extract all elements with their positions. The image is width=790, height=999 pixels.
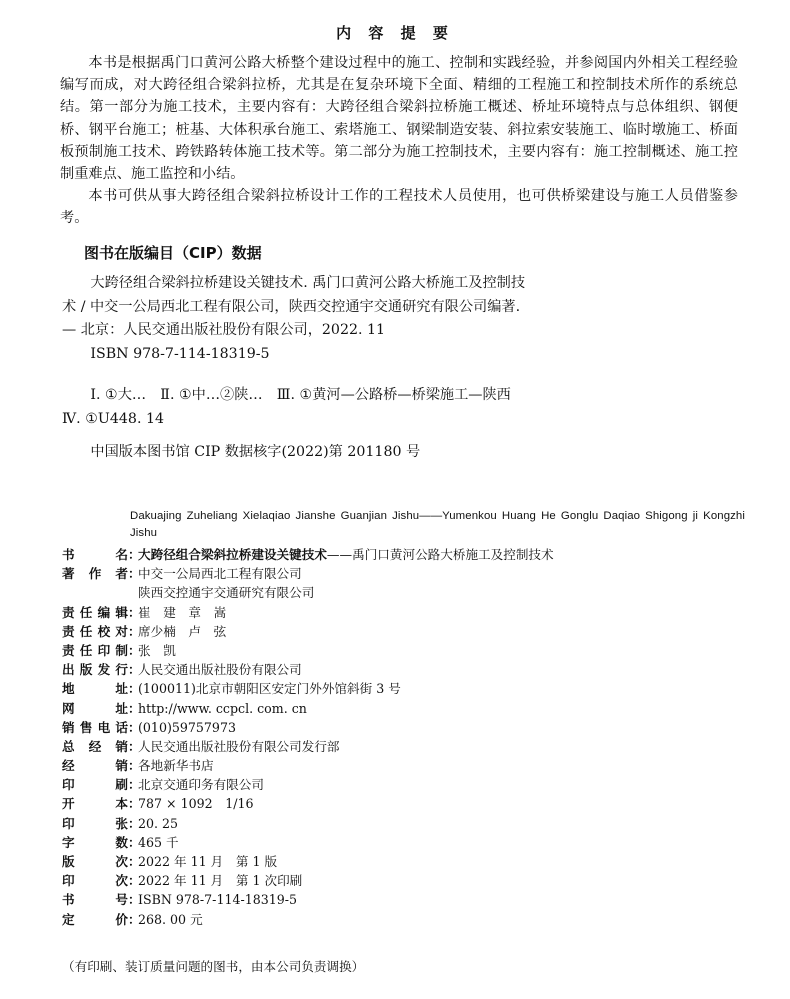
meta-label: 著 作 者 (62, 566, 128, 582)
cip-heading: 图书在版编目（CIP）数据 (84, 244, 262, 262)
meta-impression: 印 次 ： 2022 年 11 月 第 1 次印刷 (62, 871, 752, 890)
abstract-section (60, 52, 738, 230)
meta-label: 印 次 (62, 873, 128, 889)
abstract-paragraph-1: 本书是根据禹门口黄河公路大桥整个建设过程中的施工、控制和实践经验，并参阅国内外相关工程经验编写而成，对大跨径组合梁斜拉桥，尤其是在复杂环境下全面、精细的工程施工和控制技术所作的系统总结。第一部分为施工技术，主要内容有：大跨径组合梁斜拉桥施工概述、桥址环境特点与总体组织、钢便桥、钢平台施工；桩基、大体积承台施工、索塔施工、钢梁制造安装、斜拉索安装施工、临时墩施工、桥面板预制施工技术、跨铁路转体施工技术等。第二部分为施工控制技术，主要内容有：施工控制概述、施工控制重难点、施工监控和小结。 (60, 55, 738, 183)
cip-entry: 大跨径组合梁斜拉桥建设关键技术. 禹门口黄河公路大桥施工及控制技术 / 中交一公局西北工程有限公司，陕西交控通宇交通研究有限公司编著. — 北京：人民交通出版社股份有限公司，2022. 11 (62, 275, 526, 338)
meta-price: 定 价 ： 268. 00 元 (62, 910, 752, 929)
meta-label: 地 址 (62, 681, 128, 697)
cip-classification: Ⅰ. ①大… Ⅱ. ①中…②陕… Ⅲ. ①黄河—公路桥—桥梁施工—陕西 Ⅳ. ①U448. 14 (62, 387, 526, 427)
book-metadata (62, 545, 752, 929)
meta-book-name: 书 名 ： 大跨径组合梁斜拉桥建设关键技术——禹门口黄河公路大桥施工及控制技术 (62, 545, 752, 564)
author-2: 陕西交控通宇交通研究有限公司 (138, 585, 315, 601)
meta-sheets: 印 张 ： 20. 25 (62, 814, 752, 833)
meta-general-distributor: 总 经 销 ： 人民交通出版社股份有限公司发行部 (62, 737, 752, 756)
meta-label: 书 名 (62, 547, 128, 562)
meta-printer: 印 刷 ： 北京交通印务有限公司 (62, 775, 752, 794)
meta-format: 开 本 ： 787 × 1092 1/16 (62, 794, 752, 813)
meta-label: 定 价 (62, 911, 128, 927)
meta-label: 责 任 编 辑 (62, 604, 128, 620)
meta-authors: 著 作 者 ： 中交一公局西北工程有限公司 (62, 564, 752, 583)
meta-website: 网 址 ： http://www. ccpcl. com. cn (62, 699, 752, 718)
meta-isbn: 书 号 ： ISBN 978-7-114-18319-5 (62, 890, 752, 909)
meta-print-supervisor: 责 任 印 制 ： 张 凯 (62, 641, 752, 660)
abstract-title: 内 容 提 要 (336, 24, 454, 42)
abstract-paragraph-2: 本书可供从事大跨径组合梁斜拉桥设计工作的工程技术人员使用，也可供桥梁建设与施工人员借鉴参考。 (60, 188, 738, 227)
meta-label: 出 版 发 行 (62, 662, 128, 678)
meta-word-count: 字 数 ： 465 千 (62, 833, 752, 852)
meta-label: 书 号 (62, 892, 128, 908)
meta-label: 开 本 (62, 796, 128, 812)
pinyin-title: Dakuajing Zuheliang Xielaqiao Jianshe Guanjian Jishu——Yumenkou Huang He Gonglu Daqiao Shigong ji Kongzhi Jishu (130, 510, 745, 539)
meta-label: 版 次 (62, 854, 128, 869)
meta-editor: 责 任 编 辑 ： 崔 建 章 嵩 (62, 603, 752, 622)
book-name-sub: ——禹门口黄河公路大桥施工及控制技术 (326, 547, 554, 562)
book-name-main: 大跨径组合梁斜拉桥建设关键技术 (138, 547, 327, 562)
author-1: 中交一公局西北工程有限公司 (138, 566, 302, 582)
meta-authors-line2 (62, 583, 752, 602)
meta-label: 销 售 电 话 (62, 719, 128, 735)
meta-distributor: 经 销 ： 各地新华书店 (62, 756, 752, 775)
meta-address: 地 址 ： (100011)北京市朝阳区安定门外外馆斜街 3 号 (62, 679, 752, 698)
cip-isbn: ISBN 978-7-114-18319-5 (90, 345, 270, 362)
meta-label: 印 刷 (62, 777, 128, 793)
cip-number: 中国版本图书馆 CIP 数据核字(2022)第 201180 号 (90, 444, 421, 460)
meta-label: 责 任 印 制 (62, 642, 128, 658)
meta-label: 经 销 (62, 758, 128, 774)
meta-label: 总 经 销 (62, 738, 128, 754)
meta-proofreader: 责 任 校 对 ： 席少楠 卢 弦 (62, 622, 752, 641)
meta-label: 印 张 (62, 815, 128, 831)
meta-publisher: 出 版 发 行 ： 人民交通出版社股份有限公司 (62, 660, 752, 679)
meta-label: 网 址 (62, 700, 128, 716)
meta-sales-phone: 销 售 电 话 ： (010)59757973 (62, 718, 752, 737)
quality-note: （有印刷、装订质量问题的图书，由本公司负责调换） (62, 959, 365, 974)
meta-label: 责 任 校 对 (62, 623, 128, 639)
cip-data-block (62, 272, 532, 465)
meta-edition: 版 次 ： 2022 年 11 月 第 1 版 (62, 852, 752, 871)
meta-label: 字 数 (62, 834, 128, 850)
